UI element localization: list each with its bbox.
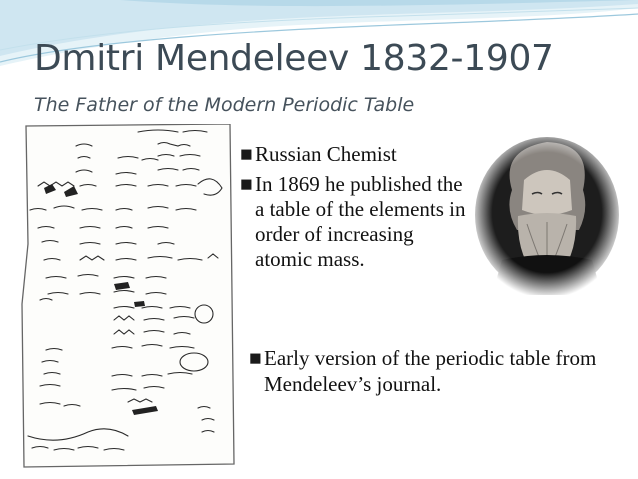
bullet-published-table bbox=[240, 172, 472, 272]
manuscript-periodic-table-image bbox=[18, 124, 238, 469]
bullet-text: Russian Chemist bbox=[255, 142, 397, 166]
main-bullet-list bbox=[240, 142, 472, 277]
bullet-journal-caption bbox=[249, 345, 609, 397]
bullet-russian-chemist bbox=[240, 142, 472, 167]
square-bullet-icon: ■ bbox=[240, 172, 253, 196]
caption-bullet-list bbox=[249, 345, 609, 397]
bullet-text: Early version of the periodic table from Mendeleev’s journal. bbox=[264, 346, 597, 396]
square-bullet-icon: ■ bbox=[249, 346, 262, 370]
square-bullet-icon: ■ bbox=[240, 142, 253, 166]
slide-subtitle: The Father of the Modern Periodic Table bbox=[34, 94, 415, 116]
mendeleev-portrait-image bbox=[472, 130, 622, 295]
slide-title: Dmitri Mendeleev 1832-1907 bbox=[34, 38, 554, 79]
bullet-text: In 1869 he published the a table of the elements in order of increasing atomic mass. bbox=[255, 172, 466, 271]
